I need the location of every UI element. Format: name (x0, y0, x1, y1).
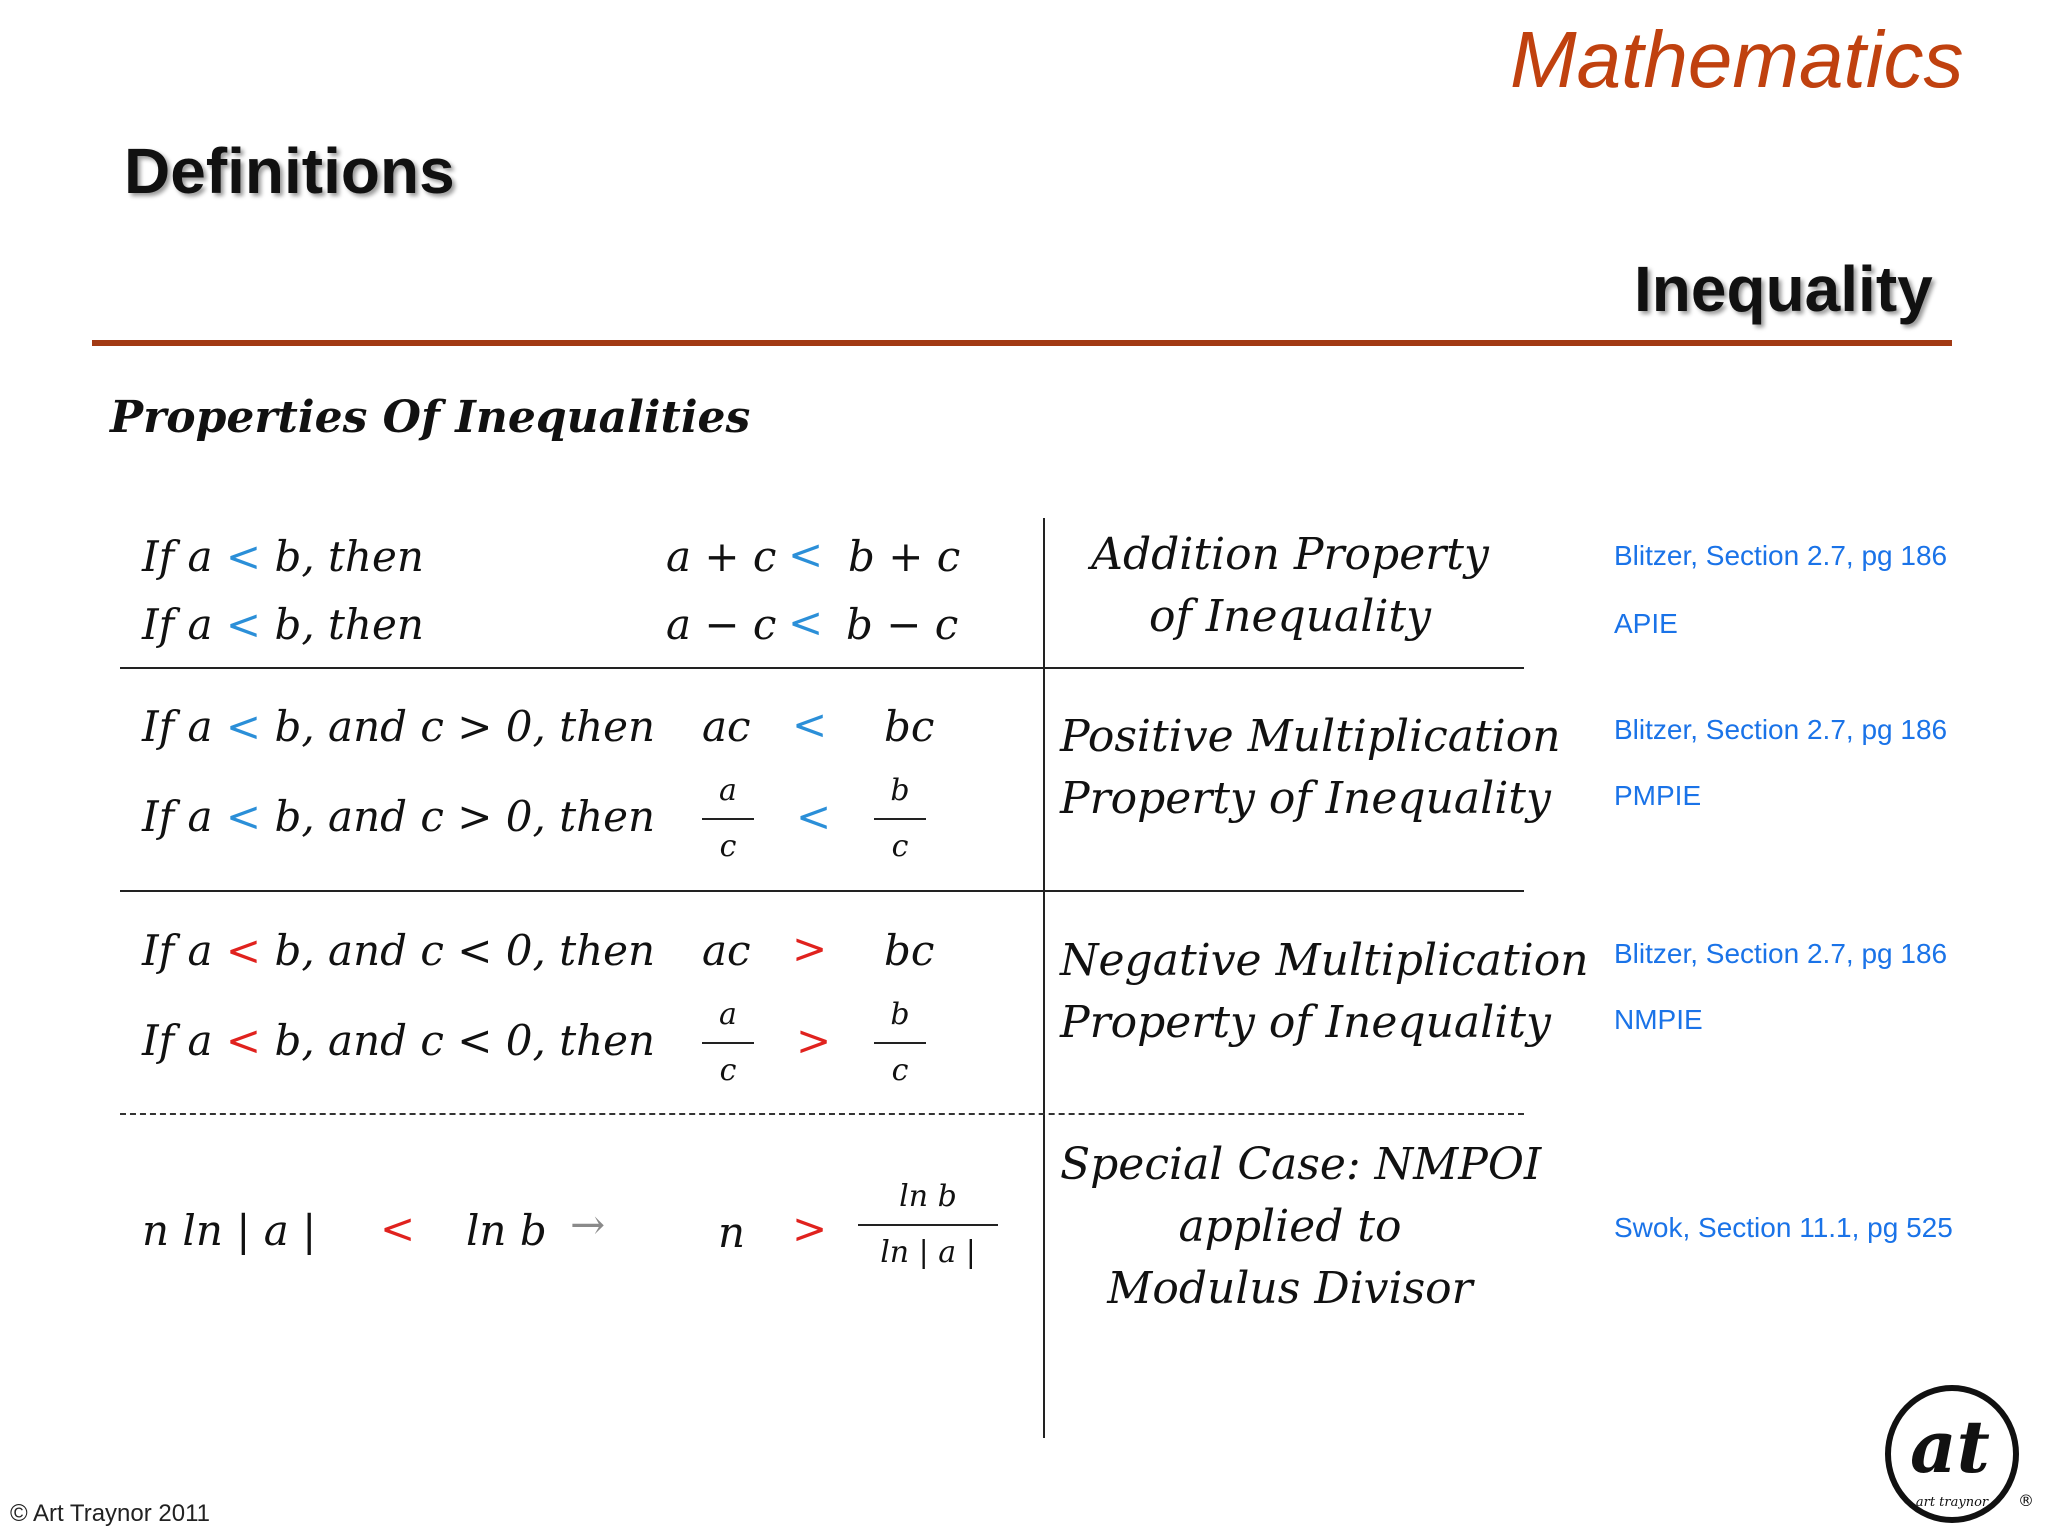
row-divider-dashed (120, 1113, 1524, 1115)
less-than-symbol: < (380, 1204, 416, 1253)
abbreviation: NMPIE (1614, 1004, 1703, 1035)
result-left: ac (702, 702, 751, 751)
less-than-symbol: < (796, 792, 832, 841)
condition: If a < b, and c < 0, then (142, 926, 656, 975)
condition: If a < b, and c > 0, then (142, 792, 656, 841)
condition: If a < b, and c > 0, then (142, 702, 656, 751)
logo-caption: art traynor (1915, 1495, 1989, 1510)
result-left: n (718, 1208, 746, 1257)
result-right: b + c (848, 532, 961, 581)
property-name: Positive Multiplication Property of Inequality (1060, 711, 1561, 824)
result-right: bc (884, 926, 935, 975)
reference-link[interactable]: Swok, Section 11.1, pg 525 (1614, 1212, 1953, 1243)
fraction: b c (874, 774, 926, 864)
greater-than-symbol: > (792, 924, 828, 973)
fraction: ln b ln | a | (858, 1180, 998, 1270)
implies-arrow-icon: → (570, 1200, 606, 1249)
less-than-symbol: < (792, 700, 828, 749)
reference-link[interactable]: Blitzer, Section 2.7, pg 186 (1614, 714, 1948, 745)
abbreviation: APIE (1614, 608, 1678, 639)
header-divider (92, 340, 1952, 346)
property-name: Special Case: NMPOI applied to Modulus Divisor (1060, 1139, 1542, 1314)
subject-title: Mathematics (1510, 15, 1964, 104)
art-traynor-logo (1880, 1378, 2034, 1528)
row-divider (120, 667, 1524, 669)
less-than-symbol: < (788, 530, 824, 579)
result-right: bc (884, 702, 935, 751)
condition: If a < b, then (142, 532, 424, 581)
property-name: Addition Property of Inequality (1091, 529, 1489, 642)
condition: If a < b, and c < 0, then (142, 1016, 656, 1065)
condition: If a < b, then (142, 600, 424, 649)
row-divider (120, 890, 1524, 892)
reference-link[interactable]: Blitzer, Section 2.7, pg 186 (1614, 540, 1948, 571)
registered-mark: ® (2018, 1491, 2034, 1510)
topic-title: Inequality (1634, 253, 1933, 325)
property-name: Negative Multiplication Property of Inequality (1060, 935, 1589, 1048)
abbreviation: PMPIE (1614, 780, 1702, 811)
greater-than-symbol: > (792, 1204, 828, 1253)
section-title: Definitions (124, 135, 455, 207)
result-right: b − c (846, 600, 959, 649)
fraction: a c (702, 998, 754, 1088)
logo-text: at (1910, 1404, 1990, 1489)
reference-link[interactable]: Blitzer, Section 2.7, pg 186 (1614, 938, 1948, 969)
fraction: b c (874, 998, 926, 1088)
result-left: a + c (666, 532, 777, 581)
less-than-symbol: < (788, 598, 824, 647)
result-left: ac (702, 926, 751, 975)
table-vertical-divider (1043, 518, 1045, 1438)
subtitle: Properties Of Inequalities (110, 392, 751, 443)
special-case-condition: n ln | a | (142, 1206, 317, 1255)
copyright: © Art Traynor 2011 (10, 1500, 211, 1527)
result-left: a − c (666, 600, 777, 649)
greater-than-symbol: > (796, 1016, 832, 1065)
special-case-rhs: ln b (466, 1206, 547, 1255)
fraction: a c (702, 774, 754, 864)
